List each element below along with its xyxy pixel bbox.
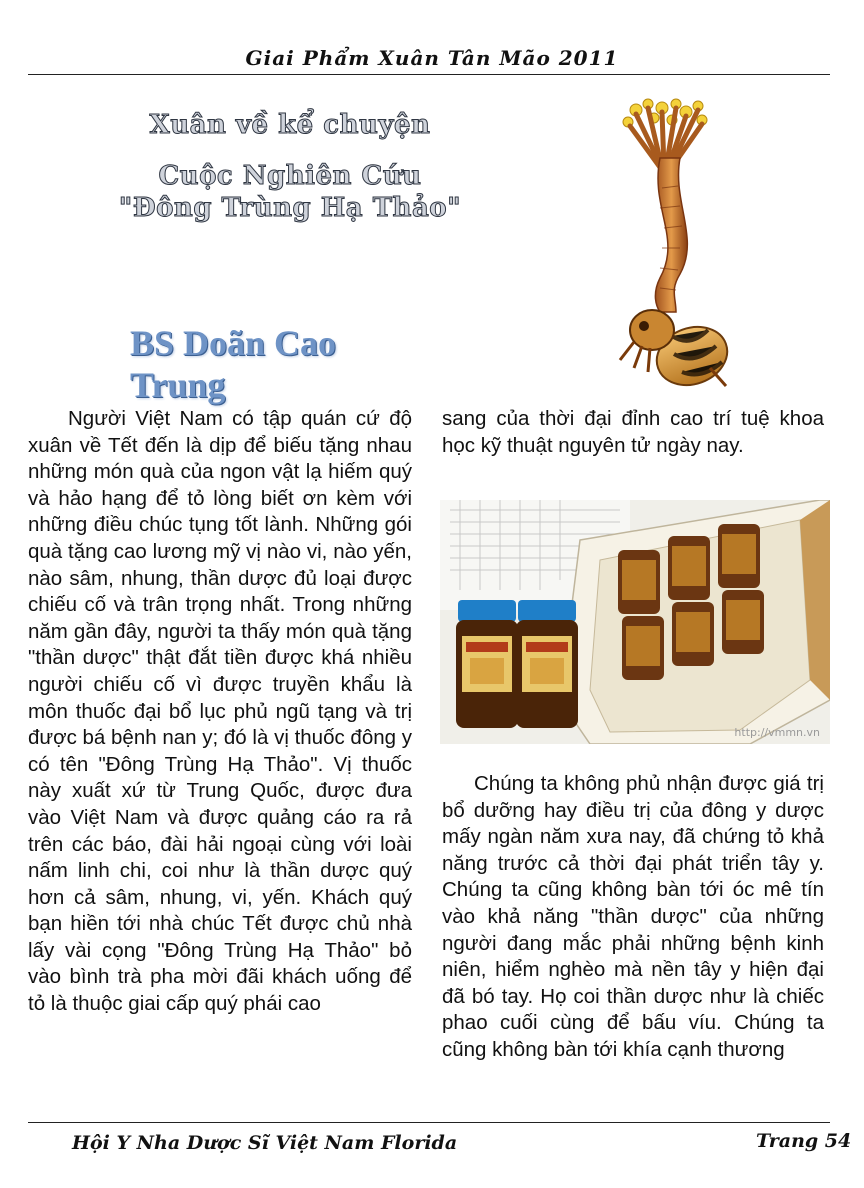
photo-watermark: http://vmmn.vn [734,726,820,739]
article-column-2-top: sang của thời đại đỉnh cao trí tuệ khoa học kỹ thuật nguyên tử ngày nay. [442,407,824,457]
title-block [60,160,520,224]
title-line-1: Xuân về kể chuyện [149,110,431,140]
page-number: Trang 54 [756,1130,852,1152]
page-header: Giai Phẩm Xuân Tân Mão 2011 [245,46,619,70]
author-name: BS Doãn Cao Trung [130,323,337,405]
article-column-1: Người Việt Nam có tập quán cứ độ xuân về Tết đến là dịp để biếu tặng nhau những món quà của ngon vật lạ hiếm quý và hảo hạng để tỏ lòng biết ơn kèm với những điều chúc tụng tốt lành. Những gói quà tặng cao lương mỹ vị nào vi, nào yến, nào sâm, nhung, thần dược đủ loại được chiếu cố và trân trọng nhất. Trong những năm gần đây, người ta thấy món quà tặng "thần dược" thật đắt tiền được khá nhiều người chiếu cố vì được truyền khẩu là môn thuốc đại bổ lục phủ ngũ tạng và trị được bá bệnh nan y; đó là vị thuốc đông y có tên "Đông Trùng Hạ Thảo". Vị thuốc này xuất xứ từ Trung Quốc, được đưa vào Việt Nam và được quảng cáo ra rả trên các báo, đài hải ngoại cùng với loài nấm linh chi, coi như là thần dược quý hơn cả sâm, nhung, vi, yến. Khách quý bạn hiền tới nhà chúc Tết được chủ nhà lấy vài cọng "Đông Trùng Hạ Thảo" bỏ vào bình trà pha mời đãi khách uống để tỏ là thuộc giai cấp quý phái cao [28,407,412,1016]
title-line-2: Cuộc Nghiên Cứu [158,161,422,191]
product-photo [440,500,830,744]
title-line-3: "Đông Trùng Hạ Thảo" [118,193,462,223]
header-rule [28,74,830,75]
cordyceps-illustration [590,98,750,390]
footer-rule [28,1122,830,1123]
article-column-2-bottom: Chúng ta không phủ nhận được giá trị bổ dưỡng hay điều trị của đông y dược mấy ngàn năm xưa nay, đã chứng tỏ khả năng trước cả thời đại phát triển tây y. Chúng ta cũng không bàn tới óc mê tín vào khả năng "thần dược" của những người đang mắc phải những bệnh kinh niên, hiểm nghèo mà nền tây y hiện đại đã bó tay. Họ coi thần dược như là chiếc phao cuối cùng để bấu víu. Chúng ta cũng không bàn tới khía cạnh thương [442,772,824,1061]
footer-organization: Hội Y Nha Dược Sĩ Việt Nam Florida [72,1132,458,1154]
